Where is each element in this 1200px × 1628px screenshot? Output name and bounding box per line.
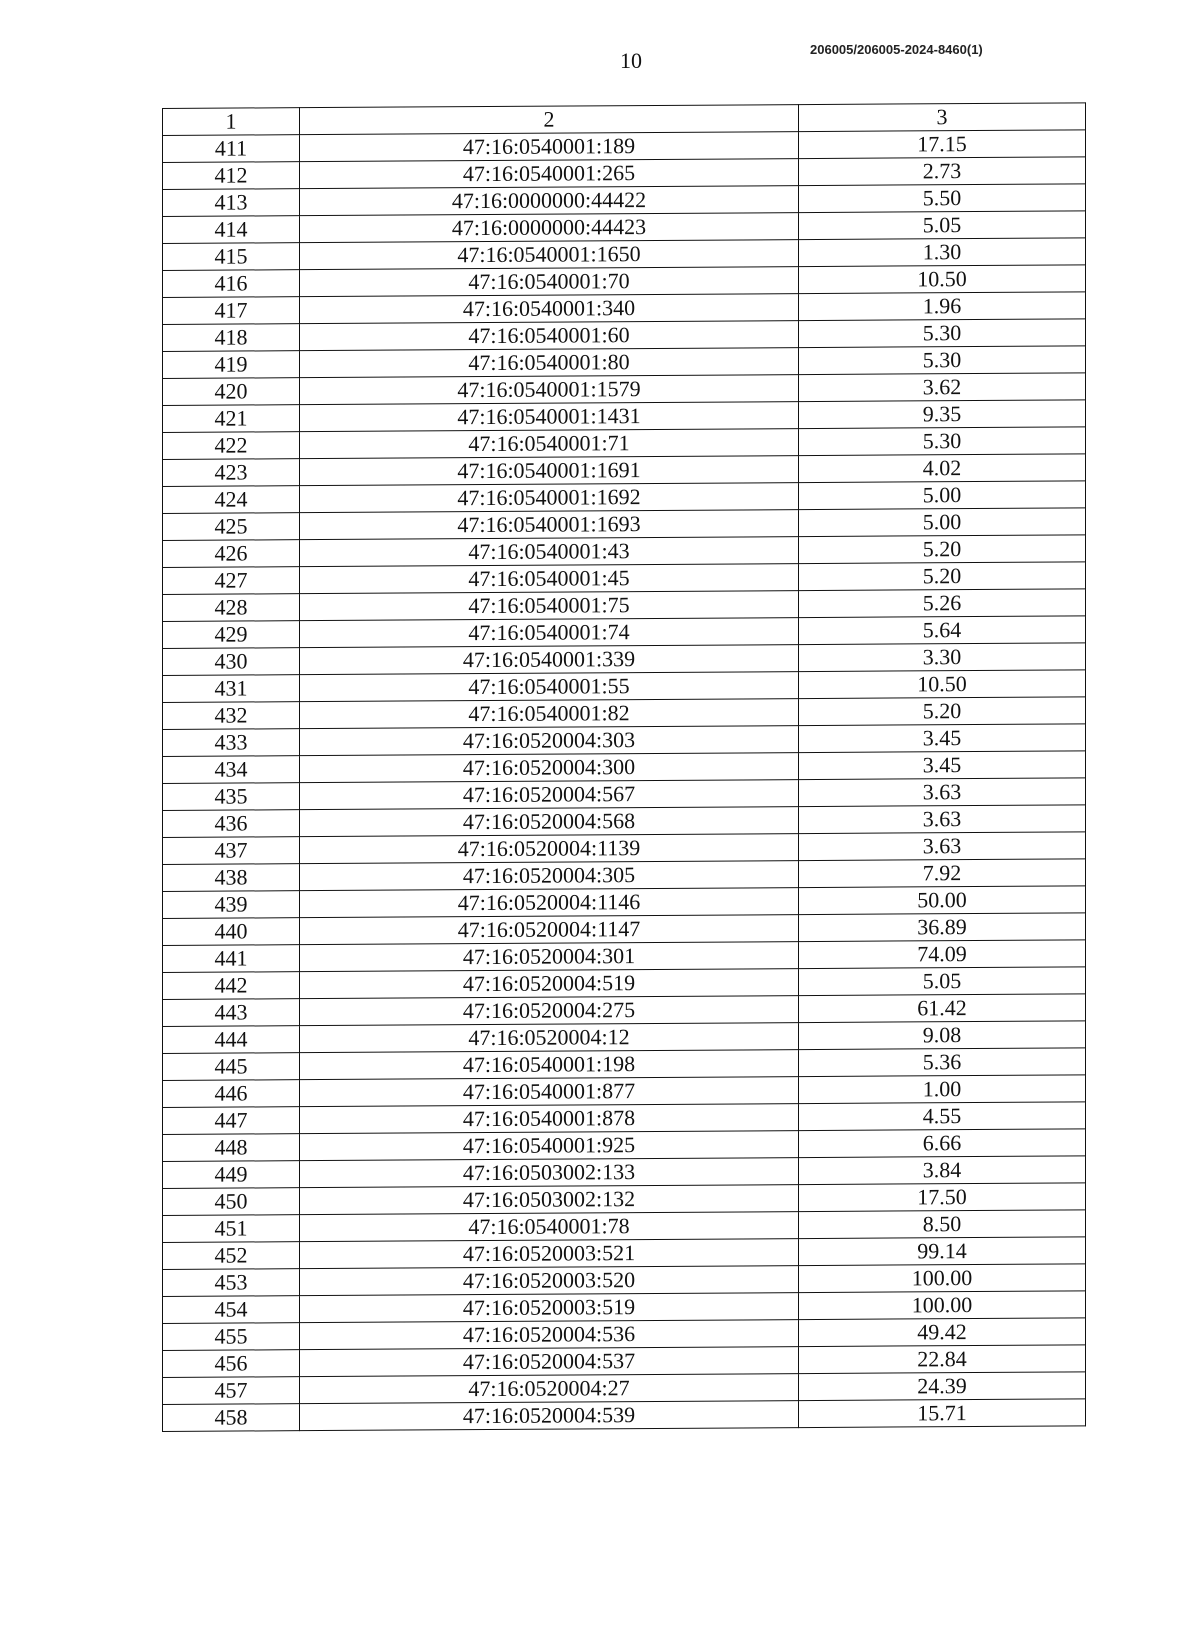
cadastral-number-cell: 47:16:0520004:539 <box>300 1401 799 1431</box>
value-cell: 61.42 <box>799 994 1086 1023</box>
value-cell: 5.36 <box>799 1048 1086 1077</box>
value-cell: 5.50 <box>799 184 1086 213</box>
cadastral-number-cell: 47:16:0540001:75 <box>300 591 799 621</box>
row-number-cell: 411 <box>163 135 300 163</box>
cadastral-number-cell: 47:16:0540001:43 <box>300 537 799 567</box>
row-number-cell: 436 <box>163 810 300 838</box>
row-number-cell: 430 <box>163 648 300 676</box>
row-number-cell: 451 <box>163 1215 300 1243</box>
value-cell: 3.84 <box>799 1156 1086 1185</box>
value-cell: 1.00 <box>799 1075 1086 1104</box>
cadastral-number-cell: 47:16:0520004:567 <box>300 780 799 810</box>
value-cell: 5.26 <box>799 589 1086 618</box>
row-number-cell: 422 <box>163 432 300 460</box>
value-cell: 5.20 <box>799 535 1086 564</box>
cadastral-number-cell: 47:16:0540001:1692 <box>300 483 799 513</box>
value-cell: 3.63 <box>799 832 1086 861</box>
cadastral-number-cell: 47:16:0520004:1146 <box>300 888 799 918</box>
row-number-cell: 445 <box>163 1053 300 1081</box>
value-cell: 3.63 <box>799 778 1086 807</box>
row-number-cell: 432 <box>163 702 300 730</box>
row-number-cell: 444 <box>163 1026 300 1054</box>
row-number-cell: 427 <box>163 567 300 595</box>
cadastral-number-cell: 47:16:0540001:55 <box>300 672 799 702</box>
value-cell: 9.08 <box>799 1021 1086 1050</box>
row-number-cell: 412 <box>163 162 300 190</box>
cadastral-number-cell: 47:16:0503002:132 <box>300 1185 799 1215</box>
parcel-table <box>162 102 1086 1432</box>
value-cell: 5.05 <box>799 211 1086 240</box>
row-number-cell: 415 <box>163 243 300 271</box>
value-cell: 3.63 <box>799 805 1086 834</box>
column-header: 3 <box>799 103 1086 132</box>
cadastral-number-cell: 47:16:0520004:27 <box>300 1374 799 1404</box>
value-cell: 2.73 <box>799 157 1086 186</box>
value-cell: 100.00 <box>799 1264 1086 1293</box>
cadastral-number-cell: 47:16:0540001:82 <box>300 699 799 729</box>
cadastral-number-cell: 47:16:0520003:519 <box>300 1293 799 1323</box>
cadastral-number-cell: 47:16:0540001:340 <box>300 294 799 324</box>
cadastral-number-cell: 47:16:0520004:537 <box>300 1347 799 1377</box>
row-number-cell: 458 <box>163 1404 300 1432</box>
page-number: 10 <box>620 48 642 73</box>
value-cell: 7.92 <box>799 859 1086 888</box>
cadastral-number-cell: 47:16:0540001:1431 <box>300 402 799 432</box>
value-cell: 10.50 <box>799 670 1086 699</box>
value-cell: 22.84 <box>799 1345 1086 1374</box>
row-number-cell: 453 <box>163 1269 300 1297</box>
value-cell: 8.50 <box>799 1210 1086 1239</box>
value-cell: 5.30 <box>799 319 1086 348</box>
value-cell: 5.00 <box>799 481 1086 510</box>
document-id: 206005/206005-2024-8460(1) <box>810 42 983 57</box>
cadastral-number-cell: 47:16:0540001:1693 <box>300 510 799 540</box>
cadastral-number-cell: 47:16:0520004:568 <box>300 807 799 837</box>
row-number-cell: 433 <box>163 729 300 757</box>
value-cell: 36.89 <box>799 913 1086 942</box>
value-cell: 24.39 <box>799 1372 1086 1401</box>
row-number-cell: 438 <box>163 864 300 892</box>
cadastral-number-cell: 47:16:0540001:45 <box>300 564 799 594</box>
cadastral-number-cell: 47:16:0540001:74 <box>300 618 799 648</box>
row-number-cell: 431 <box>163 675 300 703</box>
value-cell: 5.20 <box>799 697 1086 726</box>
value-cell: 99.14 <box>799 1237 1086 1266</box>
row-number-cell: 434 <box>163 756 300 784</box>
row-number-cell: 456 <box>163 1350 300 1378</box>
row-number-cell: 439 <box>163 891 300 919</box>
row-number-cell: 449 <box>163 1161 300 1189</box>
cadastral-number-cell: 47:16:0520004:303 <box>300 726 799 756</box>
column-header: 1 <box>163 108 300 136</box>
value-cell: 4.55 <box>799 1102 1086 1131</box>
cadastral-number-cell: 47:16:0520004:1147 <box>300 915 799 945</box>
column-header: 2 <box>300 105 799 135</box>
cadastral-number-cell: 47:16:0540001:198 <box>300 1050 799 1080</box>
row-number-cell: 437 <box>163 837 300 865</box>
value-cell: 1.30 <box>799 238 1086 267</box>
row-number-cell: 446 <box>163 1080 300 1108</box>
cadastral-number-cell: 47:16:0503002:133 <box>300 1158 799 1188</box>
value-cell: 17.15 <box>799 130 1086 159</box>
cadastral-number-cell: 47:16:0520004:275 <box>300 996 799 1026</box>
cadastral-number-cell: 47:16:0520004:301 <box>300 942 799 972</box>
row-number-cell: 428 <box>163 594 300 622</box>
cadastral-number-cell: 47:16:0520004:1139 <box>300 834 799 864</box>
cadastral-number-cell: 47:16:0540001:925 <box>300 1131 799 1161</box>
row-number-cell: 447 <box>163 1107 300 1135</box>
row-number-cell: 426 <box>163 540 300 568</box>
table-row <box>163 1399 1086 1432</box>
cadastral-number-cell: 47:16:0540001:1650 <box>300 240 799 270</box>
cadastral-number-cell: 47:16:0520004:536 <box>300 1320 799 1350</box>
row-number-cell: 443 <box>163 999 300 1027</box>
value-cell: 74.09 <box>799 940 1086 969</box>
row-number-cell: 417 <box>163 297 300 325</box>
value-cell: 100.00 <box>799 1291 1086 1320</box>
cadastral-number-cell: 47:16:0540001:71 <box>300 429 799 459</box>
row-number-cell: 425 <box>163 513 300 541</box>
value-cell: 5.30 <box>799 427 1086 456</box>
cadastral-number-cell: 47:16:0520004:519 <box>300 969 799 999</box>
value-cell: 15.71 <box>799 1399 1086 1428</box>
row-number-cell: 421 <box>163 405 300 433</box>
cadastral-number-cell: 47:16:0540001:877 <box>300 1077 799 1107</box>
value-cell: 5.30 <box>799 346 1086 375</box>
row-number-cell: 435 <box>163 783 300 811</box>
cadastral-number-cell: 47:16:0520004:12 <box>300 1023 799 1053</box>
row-number-cell: 441 <box>163 945 300 973</box>
row-number-cell: 455 <box>163 1323 300 1351</box>
row-number-cell: 418 <box>163 324 300 352</box>
row-number-cell: 416 <box>163 270 300 298</box>
cadastral-number-cell: 47:16:0540001:80 <box>300 348 799 378</box>
value-cell: 6.66 <box>799 1129 1086 1158</box>
value-cell: 10.50 <box>799 265 1086 294</box>
value-cell: 3.62 <box>799 373 1086 402</box>
cadastral-number-cell: 47:16:0540001:1691 <box>300 456 799 486</box>
row-number-cell: 420 <box>163 378 300 406</box>
value-cell: 1.96 <box>799 292 1086 321</box>
cadastral-number-cell: 47:16:0540001:78 <box>300 1212 799 1242</box>
value-cell: 5.00 <box>799 508 1086 537</box>
row-number-cell: 448 <box>163 1134 300 1162</box>
value-cell: 3.30 <box>799 643 1086 672</box>
row-number-cell: 424 <box>163 486 300 514</box>
row-number-cell: 413 <box>163 189 300 217</box>
value-cell: 5.05 <box>799 967 1086 996</box>
value-cell: 5.64 <box>799 616 1086 645</box>
value-cell: 5.20 <box>799 562 1086 591</box>
cadastral-number-cell: 47:16:0520004:305 <box>300 861 799 891</box>
cadastral-number-cell: 47:16:0520003:521 <box>300 1239 799 1269</box>
table-body <box>163 130 1086 1432</box>
row-number-cell: 423 <box>163 459 300 487</box>
row-number-cell: 457 <box>163 1377 300 1405</box>
cadastral-number-cell: 47:16:0540001:189 <box>300 132 799 162</box>
row-number-cell: 442 <box>163 972 300 1000</box>
cadastral-number-cell: 47:16:0520003:520 <box>300 1266 799 1296</box>
cadastral-number-cell: 47:16:0540001:70 <box>300 267 799 297</box>
row-number-cell: 450 <box>163 1188 300 1216</box>
value-cell: 3.45 <box>799 751 1086 780</box>
cadastral-number-cell: 47:16:0540001:1579 <box>300 375 799 405</box>
cadastral-number-cell: 47:16:0000000:44423 <box>300 213 799 243</box>
value-cell: 9.35 <box>799 400 1086 429</box>
row-number-cell: 429 <box>163 621 300 649</box>
row-number-cell: 440 <box>163 918 300 946</box>
value-cell: 17.50 <box>799 1183 1086 1212</box>
row-number-cell: 414 <box>163 216 300 244</box>
value-cell: 3.45 <box>799 724 1086 753</box>
cadastral-number-cell: 47:16:0540001:60 <box>300 321 799 351</box>
value-cell: 49.42 <box>799 1318 1086 1347</box>
row-number-cell: 454 <box>163 1296 300 1324</box>
row-number-cell: 419 <box>163 351 300 379</box>
cadastral-number-cell: 47:16:0520004:300 <box>300 753 799 783</box>
cadastral-number-cell: 47:16:0540001:339 <box>300 645 799 675</box>
cadastral-number-cell: 47:16:0000000:44422 <box>300 186 799 216</box>
value-cell: 4.02 <box>799 454 1086 483</box>
cadastral-number-cell: 47:16:0540001:878 <box>300 1104 799 1134</box>
cadastral-number-cell: 47:16:0540001:265 <box>300 159 799 189</box>
value-cell: 50.00 <box>799 886 1086 915</box>
row-number-cell: 452 <box>163 1242 300 1270</box>
